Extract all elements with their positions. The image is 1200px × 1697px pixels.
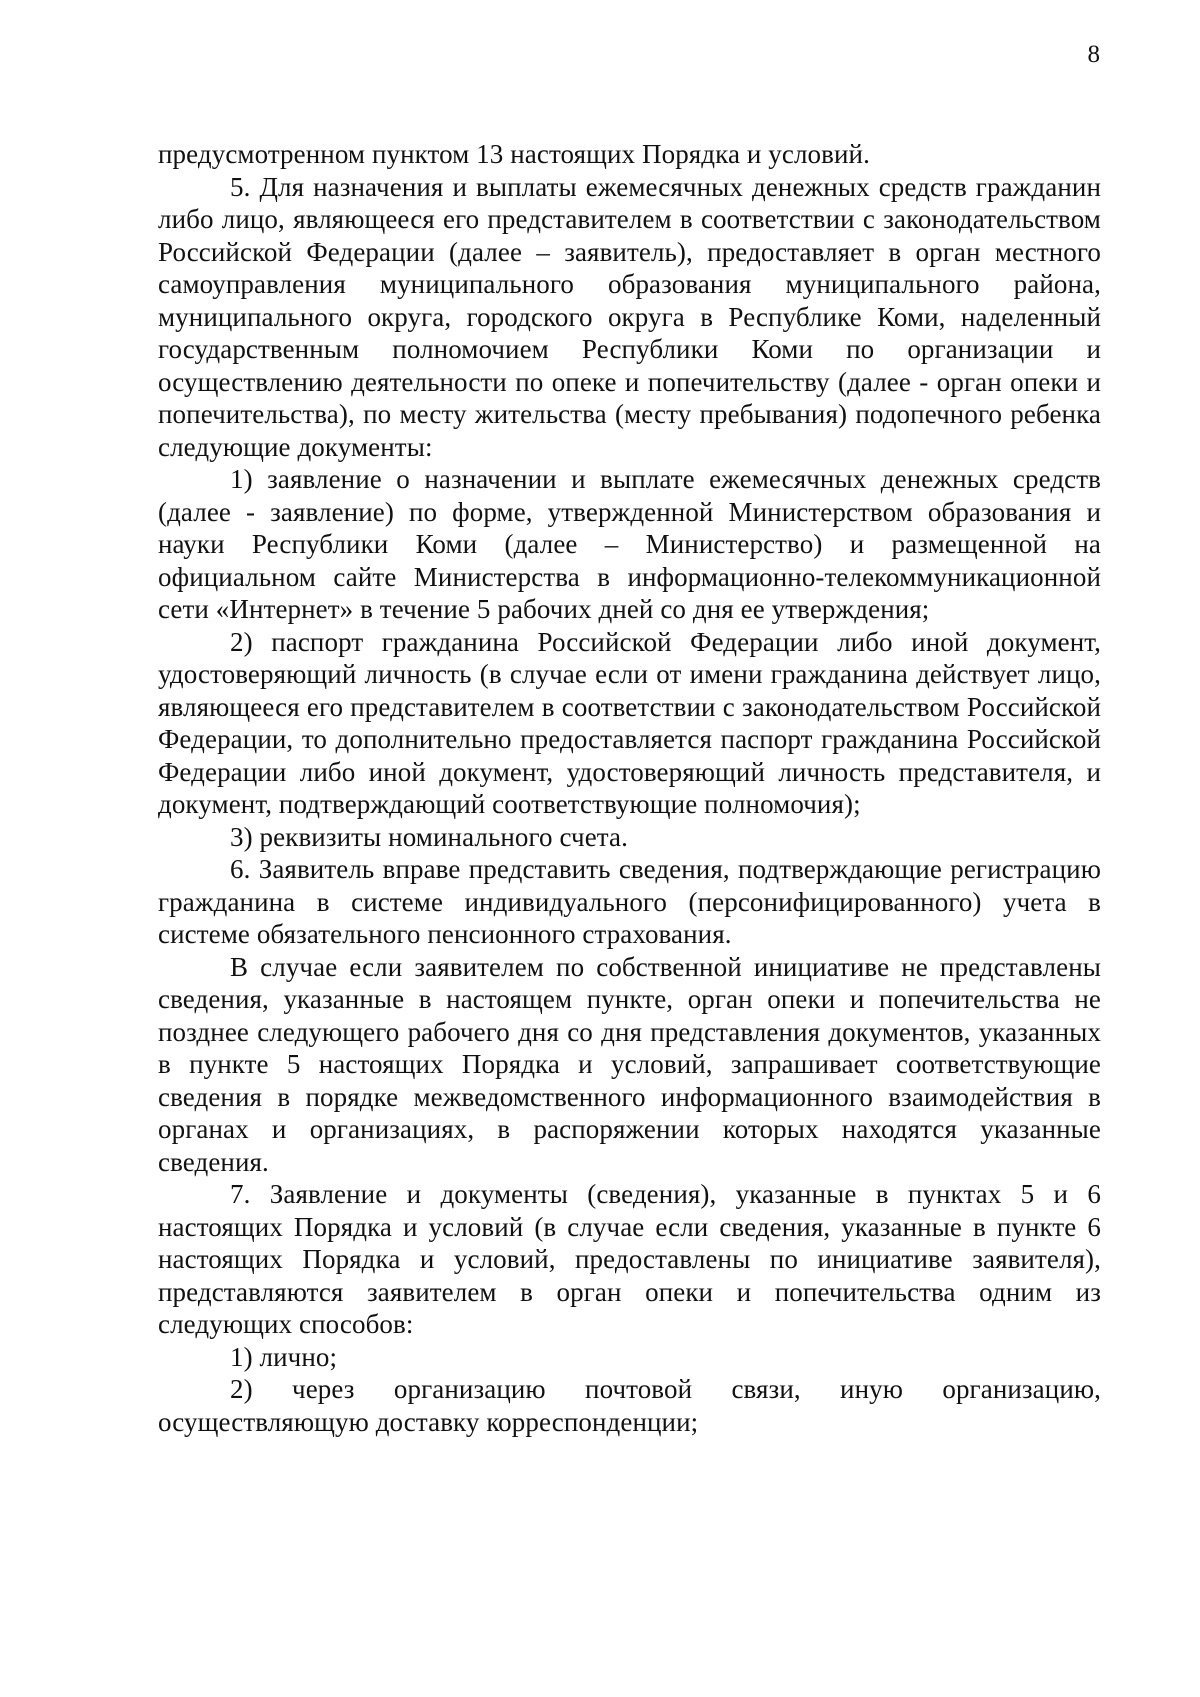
page-number: 8 (1087, 41, 1100, 68)
paragraph-item-5: 5. Для назначения и выплаты ежемесячных денежных средств гражданин либо лицо, являющееся его представителем в соответствии с законодательством Российской Федерации (далее – заявитель), предоставляет в орган местного самоуправления муниципального образования муниципального района, муниципального округа, городского округа в Республике Коми, наделенный государственным полномочием Республики Коми по организации и осуществлению деятельности по опеке и попечительству (далее - орган опеки и попечительства), по месту жительства (месту пребывания) подопечного ребенка следующие документы: (158, 171, 1101, 462)
paragraph-continuation: предусмотренном пунктом 13 настоящих Порядка и условий. (158, 139, 870, 169)
paragraph-subitem-5-3: 3) реквизиты номинального счета. (230, 821, 628, 852)
document-body (158, 138, 1101, 1438)
paragraph-subitem-7-2: 2) через организацию почтовой связи, иную организацию, осуществляющую доставку корреспонденции; (158, 1374, 1101, 1437)
paragraph-item-6-case: В случае если заявителем по собственной инициативе не представлены сведения, указанные в настоящем пункте, орган опеки и попечительства не позднее следующего рабочего дня со дня представления документов, указанных в пункте 5 настоящих Порядка и условий, запрашивает соответствующие сведения в порядке межведомственного информационного взаимодействия в органах и организациях, в распоряжении которых находятся указанные сведения. (158, 951, 1101, 1177)
paragraph-subitem-5-2: 2) паспорт гражданина Российской Федерации либо иной документ, удостоверяющий личность (в случае если от имени гражданина действует лицо, являющееся его представителем в соответствии с законодательством Российской Федерации, то дополнительно предоставляется паспорт гражданина Российской Федерации либо иной документ, удостоверяющий личность представителя, и документ, подтверждающий соответствующие полномочия); (158, 626, 1101, 819)
paragraph-item-6: 6. Заявитель вправе представить сведения, подтверждающие регистрацию гражданина в системе индивидуального (персонифицированного) учета в системе обязательного пенсионного страхования. (158, 854, 1101, 949)
paragraph-item-7: 7. Заявление и документы (сведения), указанные в пунктах 5 и 6 настоящих Порядка и условий (в случае если сведения, указанные в пункте 6 настоящих Порядка и условий, предоставлены по инициативе заявителя), представляются заявителем в орган опеки и попечительства одним из следующих способов: (158, 1179, 1101, 1339)
paragraph-subitem-7-1: 1) лично; (230, 1341, 338, 1372)
paragraph-subitem-5-1: 1) заявление о назначении и выплате ежемесячных денежных средств (далее - заявление) по форме, утвержденной Министерством образования и науки Республики Коми (далее – Министерство) и размещенной на официальном сайте Министерства в информационно-телекоммуникационной сети «Интернет» в течение 5 рабочих дней со дня ее утверждения; (158, 464, 1101, 624)
